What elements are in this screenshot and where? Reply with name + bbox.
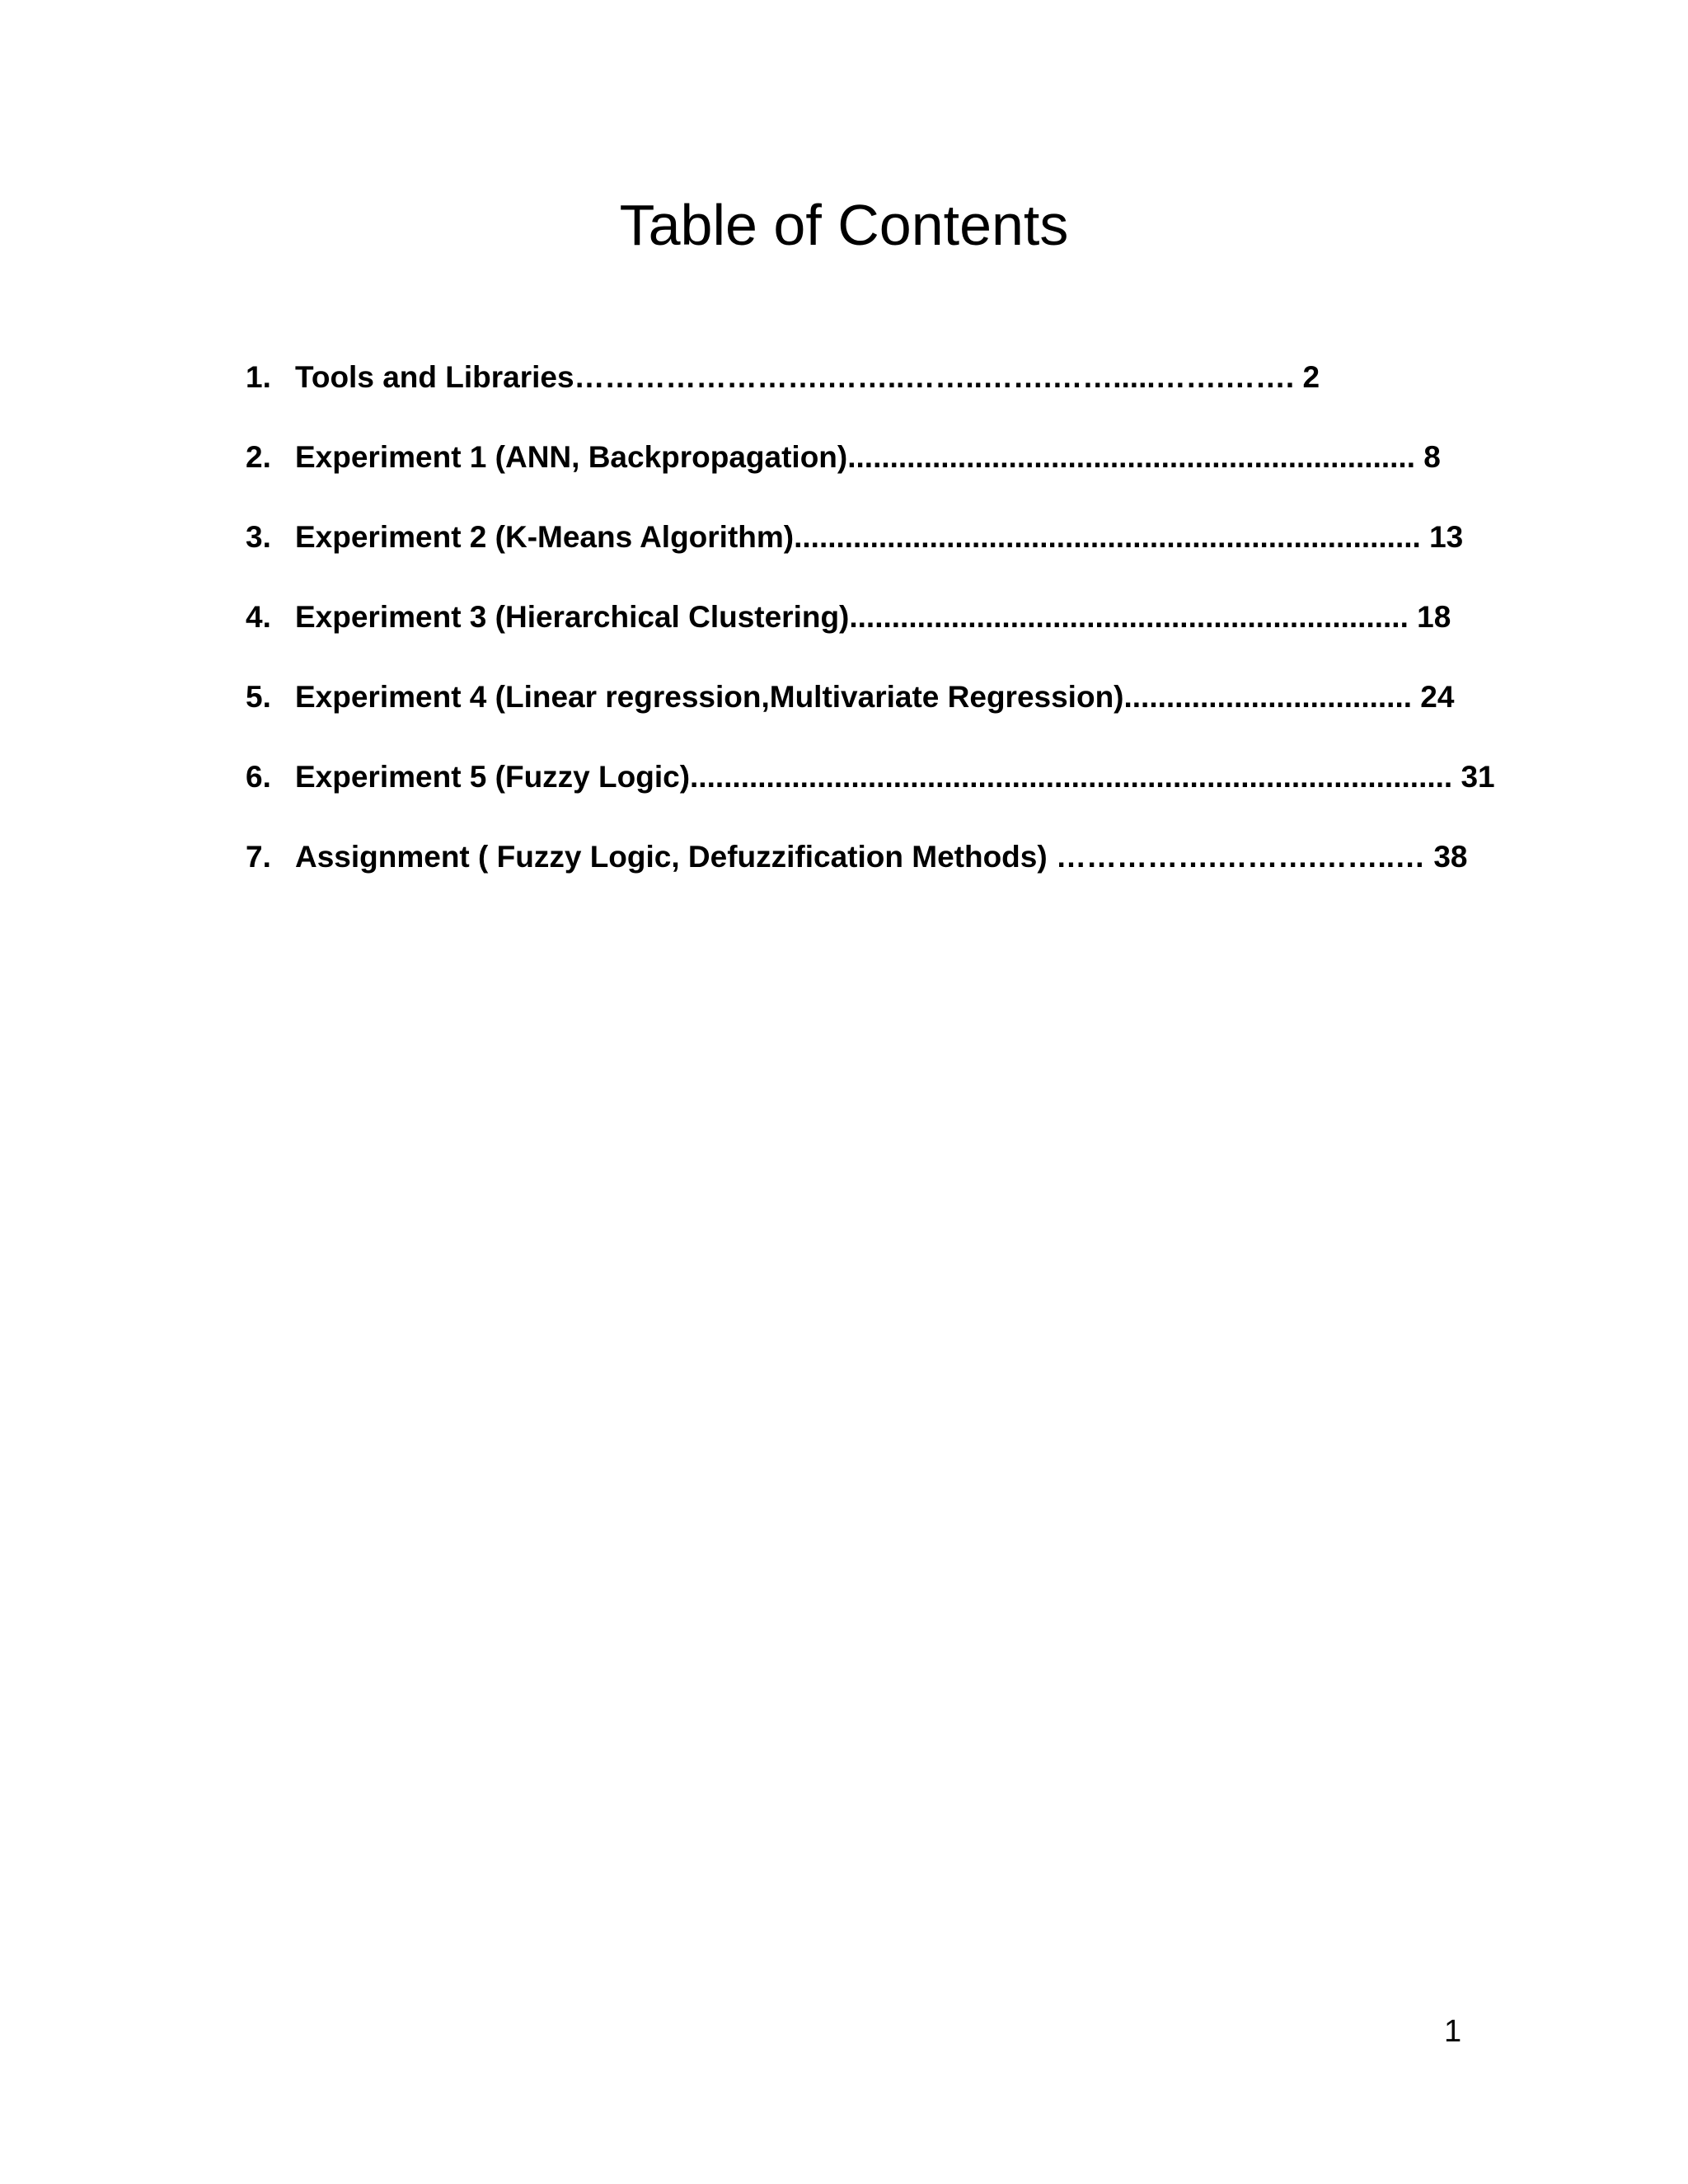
toc-item <box>246 673 1455 752</box>
page-title: Table of Contents <box>619 193 1069 257</box>
toc-item <box>246 752 1495 832</box>
toc-list <box>246 353 1495 912</box>
toc-item <box>246 433 1449 513</box>
toc-item-number: 3. <box>246 520 271 554</box>
toc-item-text: Experiment 4 (Linear regression,Multivariate Regression).................................. 24 <box>295 680 1455 714</box>
toc-item-text: Assignment ( Fuzzy Logic, Defuzzification Methods) …………….……….……..… 38 <box>295 840 1468 874</box>
toc-item-text: Experiment 2 (K-Means Algorithm).......................................................................... 13 <box>295 520 1464 554</box>
toc-item-text: Experiment 3 (Hierarchical Clustering).................................................................. 18 <box>295 600 1451 634</box>
page-number: 1 <box>1444 2014 1462 2049</box>
toc-item <box>246 593 1449 673</box>
toc-item-text: Experiment 1 (ANN, Backpropagation)................................................................... 8 <box>295 440 1441 474</box>
toc-item-text: Experiment 5 (Fuzzy Logic).......................................................................................... 31 <box>295 760 1495 794</box>
toc-item <box>246 513 1464 593</box>
toc-item-text: Tools and Libraries…………………….……..……..…….…….....…….……. 2 <box>295 360 1320 394</box>
toc-item-number: 1. <box>246 360 271 394</box>
toc-item-number: 5. <box>246 680 271 714</box>
toc-item <box>246 353 1449 433</box>
toc-item-number: 7. <box>246 840 271 874</box>
toc-item-number: 2. <box>246 440 271 474</box>
toc-item-number: 6. <box>246 760 271 794</box>
toc-item <box>246 832 1468 912</box>
toc-item-number: 4. <box>246 600 271 634</box>
